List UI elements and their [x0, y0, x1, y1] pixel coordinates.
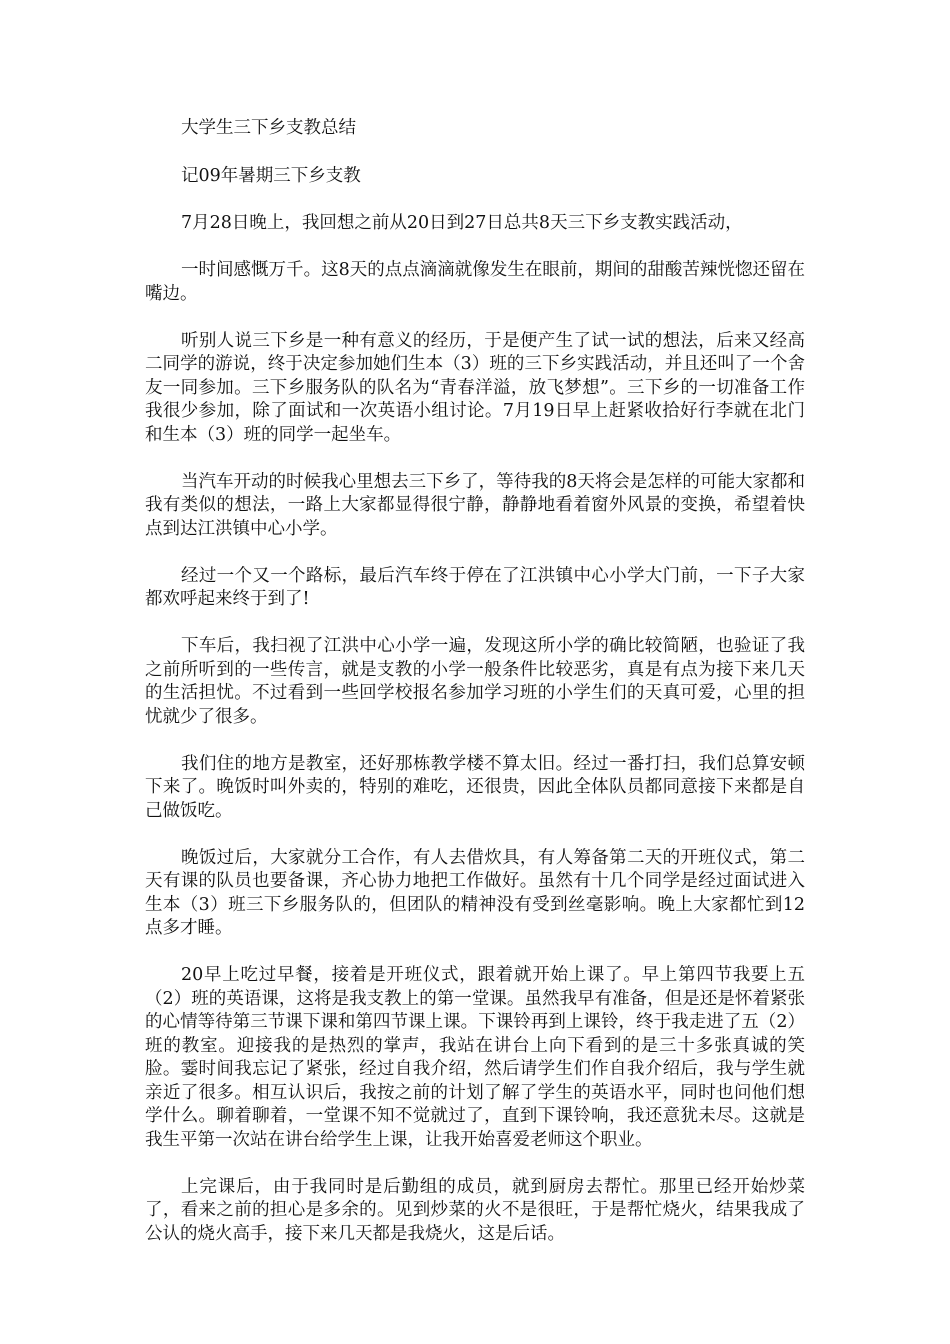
paragraph: 经过一个又一个路标，最后汽车终于停在了江洪镇中心小学大门前，一下子大家都欢呼起来终于到了!	[145, 565, 805, 609]
paragraph: 20早上吃过早餐，接着是开班仪式，跟着就开始上课了。早上第四节我要上五（2）班的英语课，这将是我支教上的第一堂课。虽然我早有准备，但是还是怀着紧张的心情等待第三节课下课和第四节课上课。下课铃再到上课铃，终于我走进了五（2）班的教室。迎接我的是热烈的掌声，我站在讲台上向下看到的是三十多张真诚的笑脸。霎时间我忘记了紧张，经过自我介绍，然后请学生们作自我介绍后，我与学生就亲近了很多。相互认识后，我按之前的计划了解了学生的英语水平，同时也问他们想学什么。聊着聊着，一堂课不知不觉就过了，直到下课铃响，我还意犹未尽。这就是我生平第一次站在讲台给学生上课，让我开始喜爱老师这个职业。	[145, 965, 805, 1150]
paragraph: 下车后，我扫视了江洪中心小学一遍，发现这所小学的确比较简陋，也验证了我之前所听到的一些传言，就是支教的小学一般条件比较恶劣，真是有点为接下来几天的生活担忧。不过看到一些回学校报名参加学习班的小学生们的天真可爱，心里的担忧就少了很多。	[145, 636, 805, 727]
paragraph: 晚饭过后，大家就分工合作，有人去借炊具，有人筹备第二天的开班仪式，第二天有课的队员也要备课，齐心协力地把工作做好。虽然有十几个同学是经过面试进入生本（3）班三下乡服务队的，但团队的精神没有受到丝毫影响。晚上大家都忙到12点多才睡。	[145, 847, 805, 938]
document-subtitle: 记09年暑期三下乡支教	[181, 165, 361, 186]
paragraph: 一时间感慨万千。这8天的点点滴滴就像发生在眼前，期间的甜酸苦辣恍惚还留在嘴边。	[145, 260, 805, 304]
paragraph: 我们住的地方是教室，还好那栋教学楼不算太旧。经过一番打扫，我们总算安顿下来了。晚饭时叫外卖的，特别的难吃，还很贵，因此全体队员都同意接下来都是自己做饭吃。	[145, 753, 805, 821]
paragraph: 上完课后，由于我同时是后勤组的成员，就到厨房去帮忙。那里已经开始炒菜了，看来之前的担心是多余的。见到炒菜的火不是很旺，于是帮忙烧火，结果我成了公认的烧火高手，接下来几天都是我烧火，这是后话。	[145, 1176, 805, 1244]
paragraph: 听别人说三下乡是一种有意义的经历，于是便产生了试一试的想法，后来又经高二同学的游说，终于决定参加她们生本（3）班的三下乡实践活动，并且还叫了一个舍友一同参加。三下乡服务队的队名为“青春洋溢，放飞梦想”。三下乡的一切准备工作我很少参加，除了面试和一次英语小组讨论。7月19日早上赶紧收拾好行李就在北门和生本（3）班的同学一起坐车。	[145, 330, 805, 445]
document-title: 大学生三下乡支教总结	[181, 118, 356, 138]
document-body	[145, 117, 805, 1270]
paragraph: 7月28日晚上，我回想之前从20日到27日总共8天三下乡支教实践活动，	[181, 213, 743, 233]
paragraph: 当汽车开动的时候我心里想去三下乡了，等待我的8天将会是怎样的可能大家都和我有类似的想法，一路上大家都显得很宁静，静静地看着窗外风景的变换，希望着快点到达江洪镇中心小学。	[145, 471, 805, 539]
